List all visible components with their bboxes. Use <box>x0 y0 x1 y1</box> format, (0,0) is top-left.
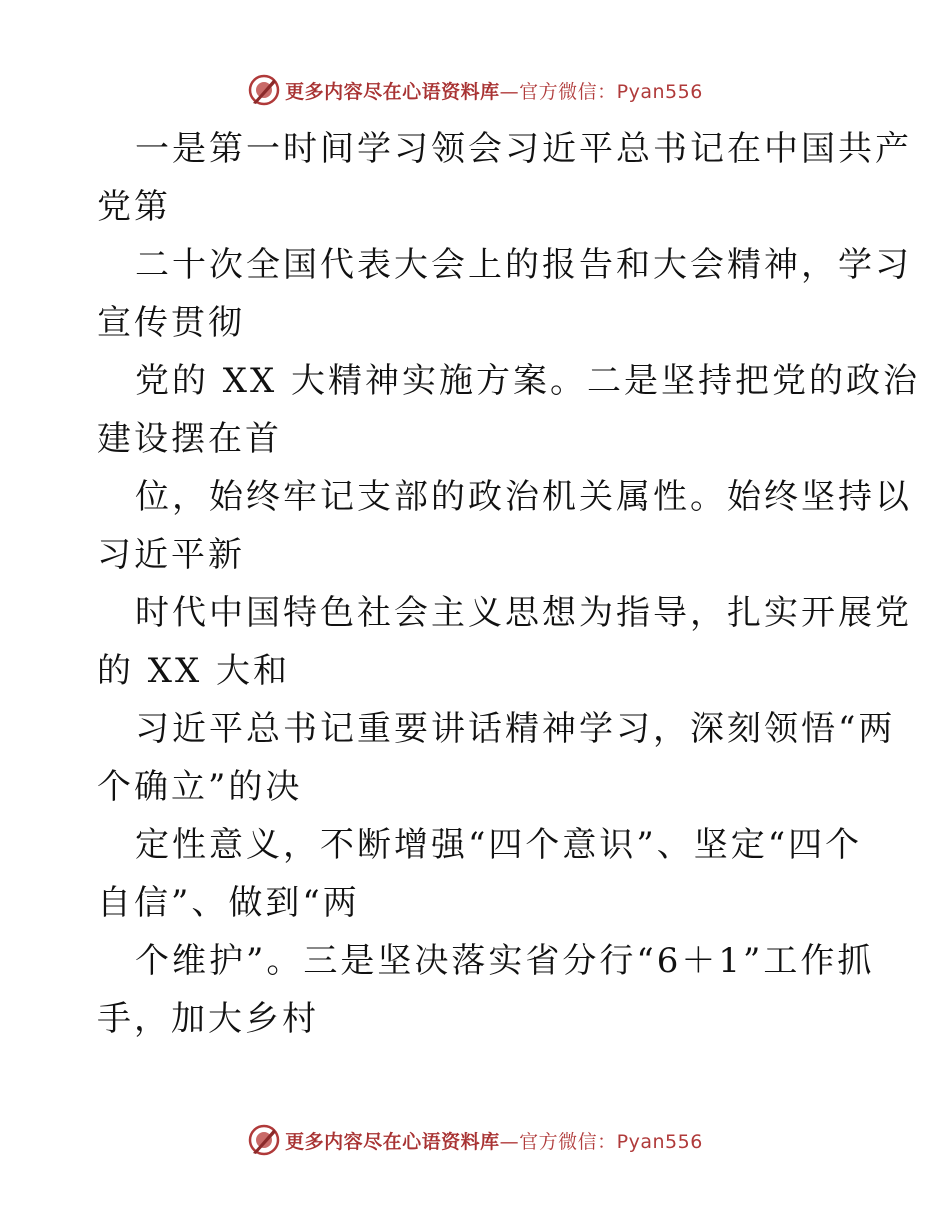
text-line: 一是第一时间学习领会习近平总书记在中国共产 <box>135 129 912 169</box>
text-line: 个维护”。三是坚决落实省分行“6＋1”工作抓 <box>135 941 875 981</box>
footer-banner <box>0 1122 950 1158</box>
text-line: 自信”、做到“两 <box>97 883 360 923</box>
text-line: 时代中国特色社会主义思想为指导，扎实开展党 <box>135 593 912 633</box>
text-line: 二十次全国代表大会上的报告和大会精神，学习 <box>135 245 912 285</box>
text-line: 宣传贯彻 <box>97 303 245 343</box>
quill-pen-logo-icon <box>247 1123 281 1157</box>
text-line: 习近平新 <box>97 535 245 575</box>
text-line: 党第 <box>97 187 171 227</box>
header-banner <box>0 72 950 108</box>
quill-pen-logo-icon <box>247 73 281 107</box>
text-line: 个确立”的决 <box>97 767 303 807</box>
text-line: 位，始终牢记支部的政治机关属性。始终坚持以 <box>135 477 912 517</box>
text-line: 党的 XX 大精神实施方案。二是坚持把党的政治 <box>135 361 921 401</box>
text-line: 手，加大乡村 <box>97 999 319 1039</box>
text-line: 定性意义，不断增强“四个意识”、坚定“四个 <box>135 825 863 865</box>
text-line: 的 XX 大和 <box>97 651 291 691</box>
text-line: 建设摆在首 <box>97 419 282 459</box>
text-line: 习近平总书记重要讲话精神学习，深刻领悟“两 <box>135 709 896 749</box>
footer-banner-text: 更多内容尽在心语资料库—官方微信：Pyan556 <box>285 1130 703 1153</box>
header-banner-text: 更多内容尽在心语资料库—官方微信：Pyan556 <box>285 80 703 103</box>
document-body <box>97 120 921 1048</box>
